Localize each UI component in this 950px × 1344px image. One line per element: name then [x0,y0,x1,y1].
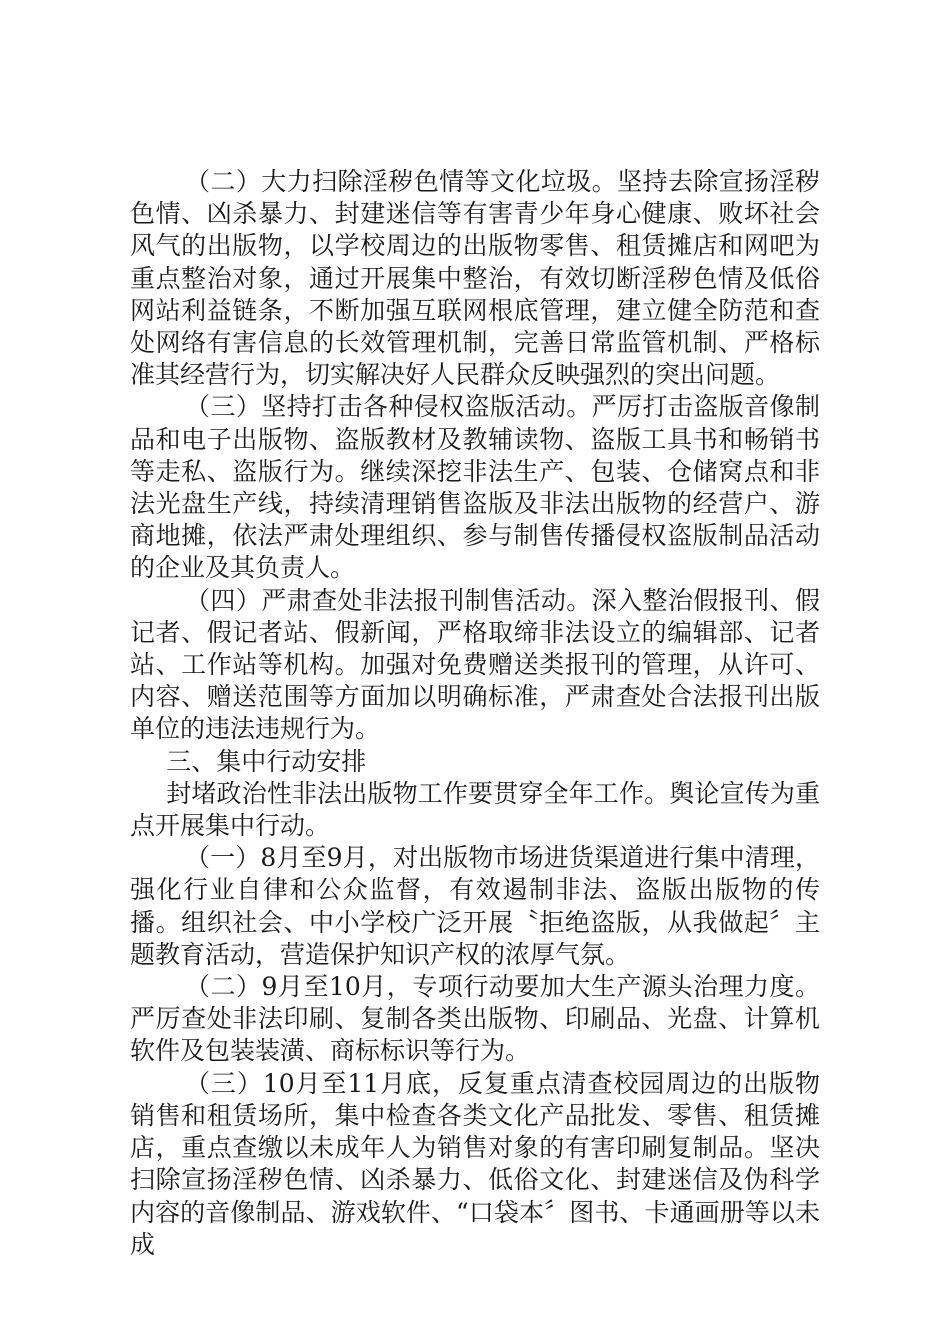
paragraph-illegal-periodicals: （四）严肃查处非法报刊制售活动。深入整治假报刊、假记者、假记者站、假新闻，严格取缔非法设立的编辑部、记者站、工作站等机构。加强对免费赠送类报刊的管理，从许可、内容、赠送范围等方面加以明确标准，严肃查处合法报刊出版单位的违法违规行为。 [130,585,820,744]
paragraph-intro: 封堵政治性非法出版物工作要贯穿全年工作。舆论宣传为重点开展集中行动。 [130,778,820,841]
paragraph-action-sep-oct: （二）9月至10月，专项行动要加大生产源头治理力度。严厉查处非法印刷、复制各类出版物、印刷品、光盘、计算机软件及包装装潢、商标标识等行为。 [130,972,820,1066]
paragraph-action-aug-sep: （一）8月至9月，对出版物市场进货渠道进行集中清理，强化行业自律和公众监督，有效遏制非法、盗版出版物的传播。组织社会、中小学校广泛开展〝拒绝盗版，从我做起〞主题教育活动，营造保护知识产权的浓厚气氛。 [130,843,820,969]
paragraph-cleanup-obscene: （二）大力扫除淫秽色情等文化垃圾。坚持去除宣扬淫秽色情、凶杀暴力、封建迷信等有害青少年身心健康、败坏社会风气的出版物，以学校周边的出版物零售、租赁摊店和网吧为重点整治对象，通过开展集中整治，有效切断淫秽色情及低俗网站利益链条，不断加强互联网根底管理，建立健全防范和查处网络有害信息的长效管理机制，完善日常监管机制、严格标准其经营行为，切实解决好人民群众反映强烈的突出问题。 [130,167,820,390]
section-heading: 三、集中行动安排 [166,746,367,776]
document-page [130,166,820,1261]
paragraph-action-oct-nov: （三）10月至11月底，反复重点清查校园周边的出版物销售和租赁场所，集中检查各类文化产品批发、零售、租赁摊店，重点查缴以未成年人为销售对象的有害印刷复制品。坚决扫除宣扬淫秽色情、凶杀暴力、低俗文化、封建迷信及伪科学内容的音像制品、游戏软件、“口袋本〞图书、卡通画册等以未成 [130,1068,820,1259]
paragraph-anti-piracy: （三）坚持打击各种侵权盗版活动。严厉打击盗版音像制品和电子出版物、盗版教材及教辅读物、盗版工具书和畅销书等走私、盗版行为。继续深挖非法生产、包装、仓储窝点和非法光盘生产线，持续清理销售盗版及非法出版物的经营户、游商地摊，依法严肃处理组织、参与制售传播侵权盗版制品活动的企业及其负责人。 [130,392,820,583]
